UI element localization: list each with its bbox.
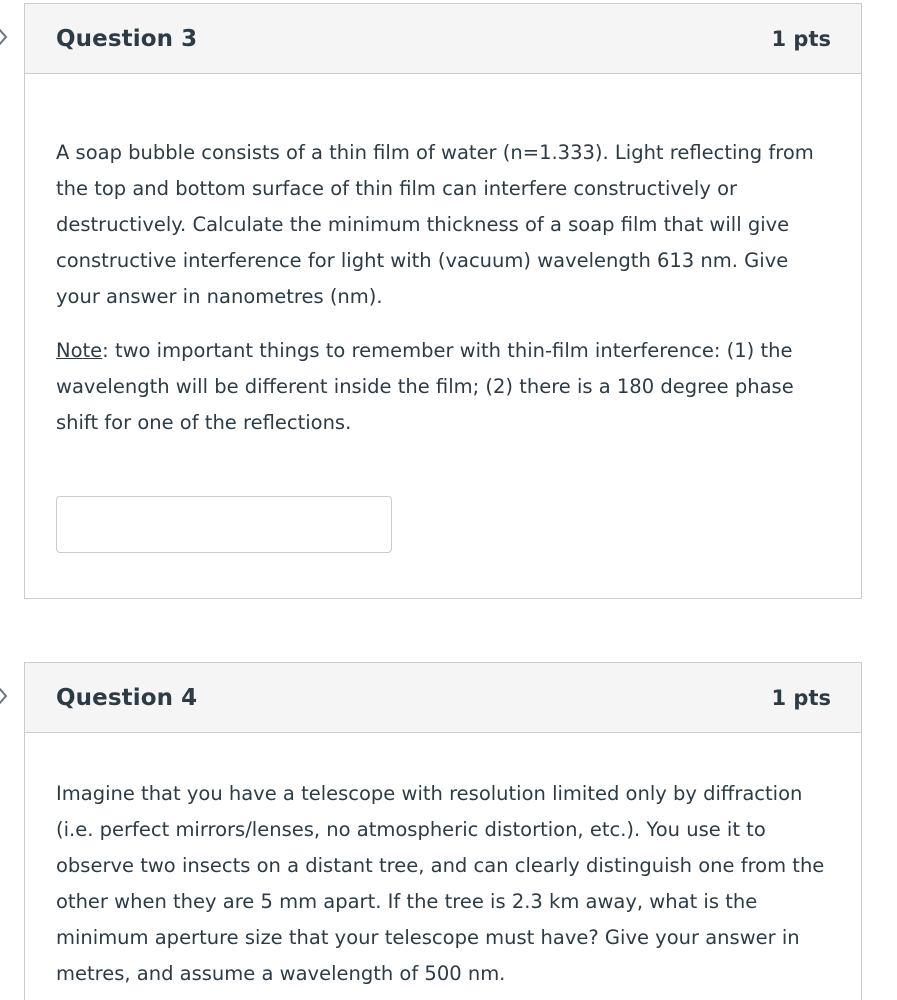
question-header	[25, 4, 861, 74]
question-points: 1 pts	[771, 26, 831, 51]
note-text: : two important things to remember with thin-film interference: (1) the wavelength will be different inside the film; (2) there is a 180 degree phase shift for one of the reflections.	[56, 339, 794, 434]
answer-input[interactable]	[56, 496, 392, 553]
question-text: A soap bubble consists of a thin film of water (n=1.333). Light reflecting from the top and bottom surface of thin film can interfere constructively or destructively. Calculate the minimum thickness of a soap film that will give constructive interference for light with (vacuum) wavelength 613 nm. Give your answer in nanometres (nm).	[56, 141, 814, 308]
question-4	[24, 662, 862, 1000]
note-label: Note	[56, 339, 103, 362]
question-text: Imagine that you have a telescope with resolution limited only by diffraction (i.e. perfect mirrors/lenses, no atmospheric distortion, etc.). You use it to observe two insects on a distant tree, and can clearly distinguish one from the other when they are 5 mm apart. If the tree is 2.3 km away, what is the minimum aperture size that your telescope must have? Give your answer in metres, and assume a wavelength of 500 nm.	[56, 782, 825, 985]
question-3	[24, 3, 862, 599]
flag-question-icon[interactable]	[0, 26, 10, 48]
question-body	[25, 135, 861, 553]
flag-question-icon[interactable]	[0, 685, 10, 707]
question-header	[25, 663, 861, 733]
question-title: Question 4	[56, 684, 198, 711]
question-title: Question 3	[56, 25, 198, 52]
question-body	[25, 776, 861, 992]
question-note	[56, 333, 831, 441]
question-points: 1 pts	[771, 685, 831, 710]
